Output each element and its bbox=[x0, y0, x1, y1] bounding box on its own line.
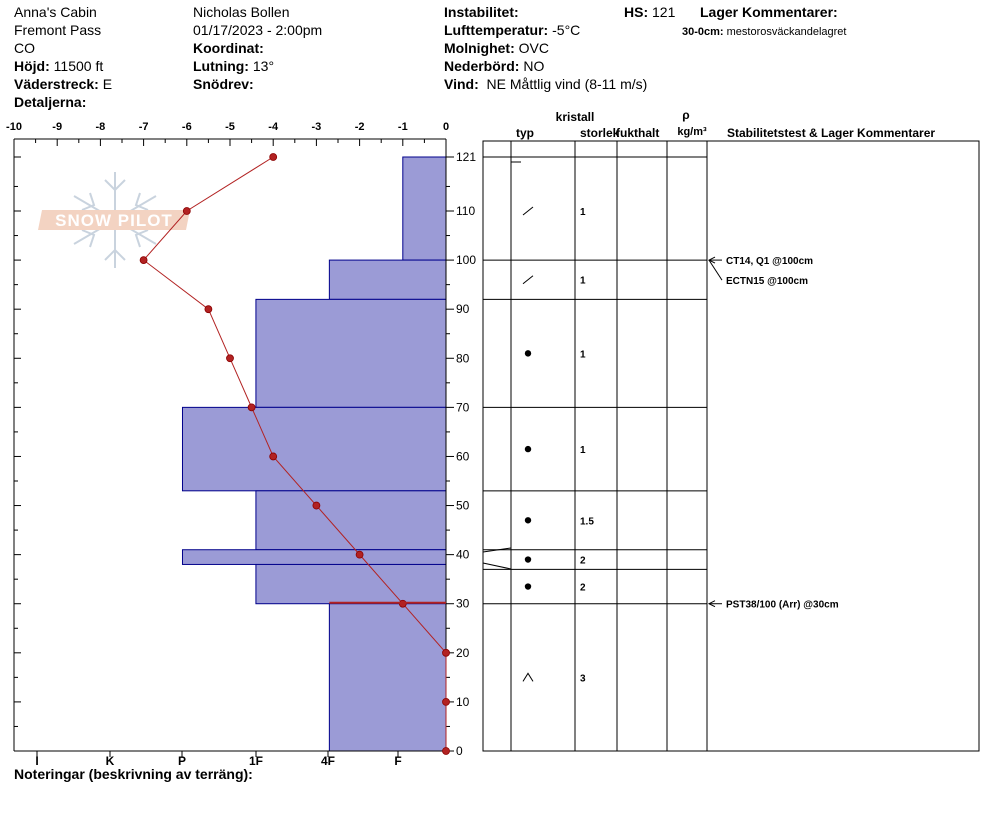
crystal-size: 1.5 bbox=[580, 516, 594, 528]
layer-comment-depth: 30-0cm: bbox=[682, 26, 724, 38]
sky-label: Molnighet: bbox=[444, 40, 515, 56]
hardness-bar bbox=[256, 564, 446, 603]
temperature-tick-label: -7 bbox=[138, 121, 149, 133]
temperature-point bbox=[227, 355, 234, 362]
crystal-type-icon bbox=[525, 583, 531, 589]
area-name: Fremont Pass bbox=[14, 22, 102, 38]
aspect-value: E bbox=[102, 76, 113, 92]
notes-label: Noteringar (beskrivning av terräng): bbox=[14, 766, 253, 782]
airtemp-value: -5°C bbox=[552, 22, 581, 38]
slope-value: 13° bbox=[252, 58, 275, 74]
crystal-type-icon bbox=[525, 556, 531, 562]
temperature-tick-label: -3 bbox=[311, 121, 322, 133]
rho-header: ρ bbox=[682, 108, 690, 122]
airtemp-label: Lufttemperatur: bbox=[444, 22, 549, 38]
hardness-tick-label: P bbox=[177, 754, 187, 768]
height-tick-label: 70 bbox=[456, 400, 470, 415]
location-name: Anna's Cabin bbox=[14, 4, 97, 20]
crystal-size: 1 bbox=[580, 207, 586, 218]
crystal-size: 2 bbox=[580, 582, 586, 594]
drift-label: Snödrev: bbox=[193, 76, 254, 92]
logo-text: SNOW PILOT bbox=[55, 211, 173, 230]
crystal-type-icon bbox=[525, 517, 531, 523]
crystal-size: 1 bbox=[580, 445, 586, 457]
precip-value: NO bbox=[523, 58, 545, 74]
height-tick-label: 0 bbox=[456, 744, 463, 758]
type-header: typ bbox=[516, 126, 534, 140]
height-tick-label: 121 bbox=[456, 150, 477, 164]
temperature-tick-label: -8 bbox=[95, 121, 106, 133]
crystal-type-icon bbox=[525, 446, 531, 452]
moisture-header: fukthalt bbox=[616, 126, 660, 140]
hardness-bar bbox=[256, 299, 446, 407]
temperature-tick-label: 0 bbox=[442, 121, 450, 133]
slope-label: Lutning: bbox=[193, 58, 249, 74]
crystal-size: 1 bbox=[580, 349, 586, 361]
temperature-point bbox=[443, 698, 450, 705]
stability-test-label: PST38/100 (Arr) @30cm bbox=[726, 599, 839, 611]
height-tick-label: 50 bbox=[456, 498, 470, 513]
size-header: storlek bbox=[580, 126, 620, 140]
height-tick-label: 90 bbox=[456, 302, 470, 317]
height-tick-label: 10 bbox=[456, 694, 470, 709]
hardness-bar bbox=[329, 604, 446, 751]
crystal-type-icon bbox=[525, 350, 531, 356]
hardness-tick-label: F bbox=[394, 754, 402, 768]
crystal-type-icon bbox=[523, 207, 533, 215]
crystal-type-icon bbox=[523, 276, 533, 284]
temperature-tick-label: -4 bbox=[268, 121, 279, 133]
height-tick-label: 110 bbox=[456, 204, 476, 218]
boundary-connector bbox=[483, 563, 511, 569]
height-tick-label: 100 bbox=[456, 253, 477, 268]
temperature-point bbox=[443, 748, 450, 755]
temperature-tick-label: -5 bbox=[225, 121, 235, 133]
height-tick-label: 40 bbox=[456, 547, 470, 562]
coordinate-label: Koordinat: bbox=[193, 40, 264, 56]
test-pointer bbox=[709, 260, 722, 280]
crystal-header: kristall bbox=[555, 110, 595, 124]
layer-comments-label: Lager Kommentarer: bbox=[700, 4, 838, 20]
temperature-point bbox=[248, 404, 255, 411]
hardness-tick-label: K bbox=[105, 754, 115, 768]
temperature-tick-label: -6 bbox=[181, 121, 192, 133]
stability-test-label: ECTN15 @100cm bbox=[726, 276, 809, 288]
elevation-label: Höjd: bbox=[14, 58, 50, 74]
snowpilot-logo bbox=[38, 172, 190, 268]
aspect-label: Väderstreck: bbox=[14, 76, 99, 92]
temperature-tick-label: -10 bbox=[6, 121, 22, 133]
temperature-point bbox=[443, 649, 450, 656]
layer-comment-text: mestorosväckandelagret bbox=[726, 26, 847, 38]
temperature-point bbox=[356, 551, 363, 558]
hardness-bar bbox=[182, 407, 446, 490]
precip-label: Nederbörd: bbox=[444, 58, 520, 74]
hardness-bar bbox=[182, 550, 446, 565]
hardness-bar bbox=[329, 260, 446, 299]
crystal-size: 1 bbox=[580, 275, 586, 287]
observer-name: Nicholas Bollen bbox=[193, 4, 290, 20]
temperature-tick-label: -1 bbox=[397, 121, 408, 133]
temperature-point bbox=[205, 306, 212, 313]
stability-test-label: CT14, Q1 @100cm bbox=[726, 256, 814, 268]
temperature-tick-label: -9 bbox=[52, 121, 63, 133]
height-tick-label: 60 bbox=[456, 449, 470, 464]
crystal-size: 2 bbox=[580, 555, 586, 567]
temperature-point bbox=[270, 453, 277, 460]
temperature-point bbox=[270, 154, 277, 161]
sky-value: OVC bbox=[518, 40, 549, 56]
crystal-type-icon bbox=[523, 673, 533, 681]
elevation-value: 11500 ft bbox=[53, 58, 104, 74]
hardness-tick-label: 4F bbox=[320, 754, 336, 768]
state-name: CO bbox=[14, 40, 35, 56]
temperature-point bbox=[140, 257, 147, 264]
wind-label: Vind: bbox=[444, 76, 479, 92]
observation-datetime: 01/17/2023 - 2:00pm bbox=[193, 22, 323, 38]
wind-value: NE Måttlig vind (8-11 m/s) bbox=[486, 76, 648, 92]
temperature-tick-label: -2 bbox=[354, 121, 365, 133]
instability-label: Instabilitet: bbox=[444, 4, 519, 20]
height-tick-label: 80 bbox=[456, 351, 470, 366]
temperature-point bbox=[313, 502, 320, 509]
details-label: Detaljerna: bbox=[14, 94, 87, 110]
hs-value: 121 bbox=[652, 4, 676, 20]
temperature-point bbox=[183, 208, 190, 215]
layer-table-frame bbox=[483, 141, 979, 751]
hardness-tick-label: I bbox=[35, 754, 39, 768]
hardness-tick-label: 1F bbox=[248, 754, 264, 768]
tests-header: Stabilitetstest & Lager Kommentarer bbox=[727, 126, 936, 140]
height-tick-label: 20 bbox=[456, 645, 470, 660]
hardness-bar bbox=[256, 491, 446, 550]
crystal-size: 3 bbox=[580, 673, 586, 685]
hardness-bar bbox=[403, 157, 446, 260]
hs-label: HS: bbox=[624, 4, 649, 20]
density-unit-header: kg/m³ bbox=[677, 126, 707, 138]
height-tick-label: 30 bbox=[456, 596, 470, 611]
